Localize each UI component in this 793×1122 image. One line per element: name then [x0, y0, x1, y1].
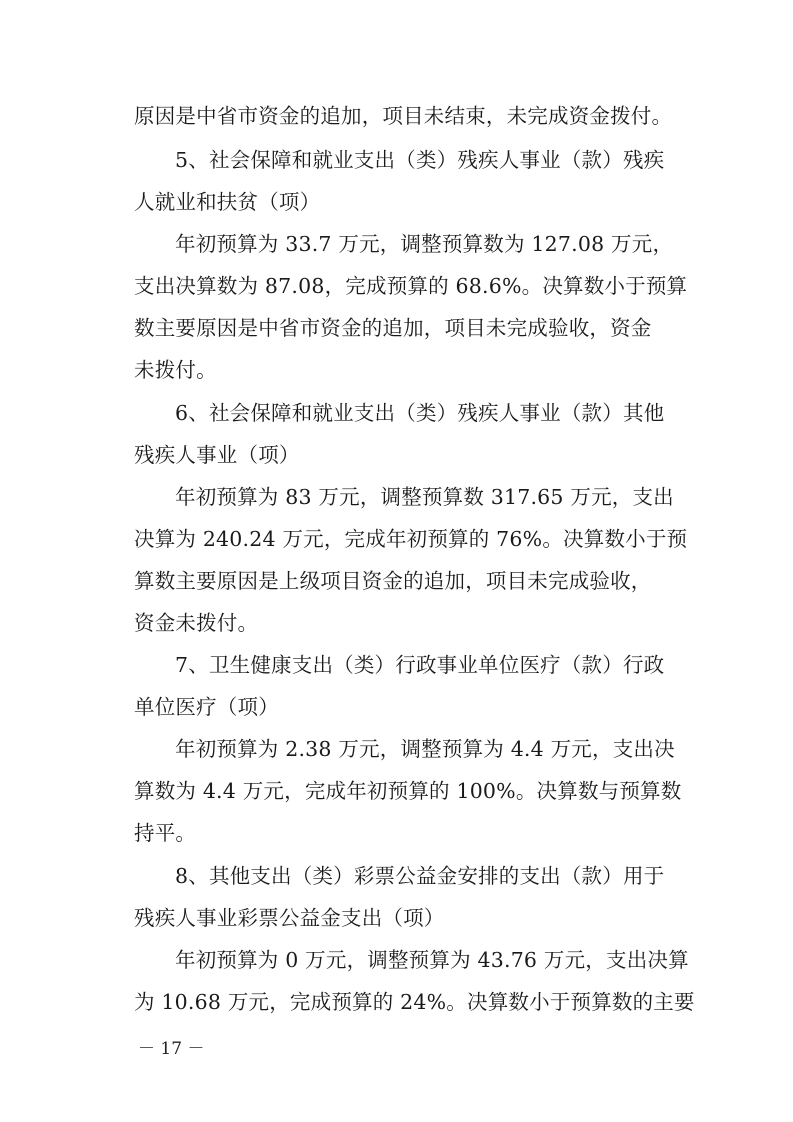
body-text-line: 算数主要原因是上级项目资金的追加，项目未完成验收， — [134, 569, 652, 593]
body-text-line: 支出决算数为 87.08，完成预算的 68.6%。决算数小于预算 — [134, 274, 688, 298]
section-heading: 5、社会保障和就业支出（类）残疾人事业（款）残疾 — [175, 148, 665, 172]
body-text-line: 年初预算为 2.38 万元，调整预算为 4.4 万元，支出决 — [175, 737, 675, 761]
body-text-line: 资金未拨付。 — [134, 611, 259, 635]
body-text-line: 算数为 4.4 万元，完成年初预算的 100%。决算数与预算数 — [134, 779, 682, 803]
page-number: － 17 － — [138, 1039, 205, 1059]
body-text-line: 年初预算为 33.7 万元，调整预算数为 127.08 万元， — [175, 232, 674, 256]
body-text-line: 年初预算为 0 万元，调整预算为 43.76 万元，支出决算 — [175, 948, 689, 972]
section-heading: 7、卫生健康支出（类）行政事业单位医疗（款）行政 — [175, 653, 665, 677]
section-heading: 8、其他支出（类）彩票公益金安排的支出（款）用于 — [175, 864, 665, 888]
body-text-line: 未拨付。 — [134, 358, 217, 382]
body-text-line: 年初预算为 83 万元，调整预算数 317.65 万元，支出 — [175, 485, 674, 509]
section-heading: 单位医疗（项） — [134, 695, 279, 719]
body-text-line: 决算为 240.24 万元，完成年初预算的 76%。决算数小于预 — [134, 527, 688, 551]
section-heading: 人就业和扶贫（项） — [134, 190, 321, 214]
body-text-line: 原因是中省市资金的追加，项目未结束，未完成资金拨付。 — [134, 104, 673, 128]
section-heading: 残疾人事业（项） — [134, 443, 300, 467]
body-text-line: 持平。 — [134, 821, 197, 845]
section-heading: 残疾人事业彩票公益金支出（项） — [134, 906, 445, 930]
body-text-line: 数主要原因是中省市资金的追加，项目未完成验收，资金 — [134, 316, 652, 340]
body-text-line: 为 10.68 万元，完成预算的 24%。决算数小于预算数的主要 — [134, 990, 695, 1014]
section-heading: 6、社会保障和就业支出（类）残疾人事业（款）其他 — [175, 401, 665, 425]
